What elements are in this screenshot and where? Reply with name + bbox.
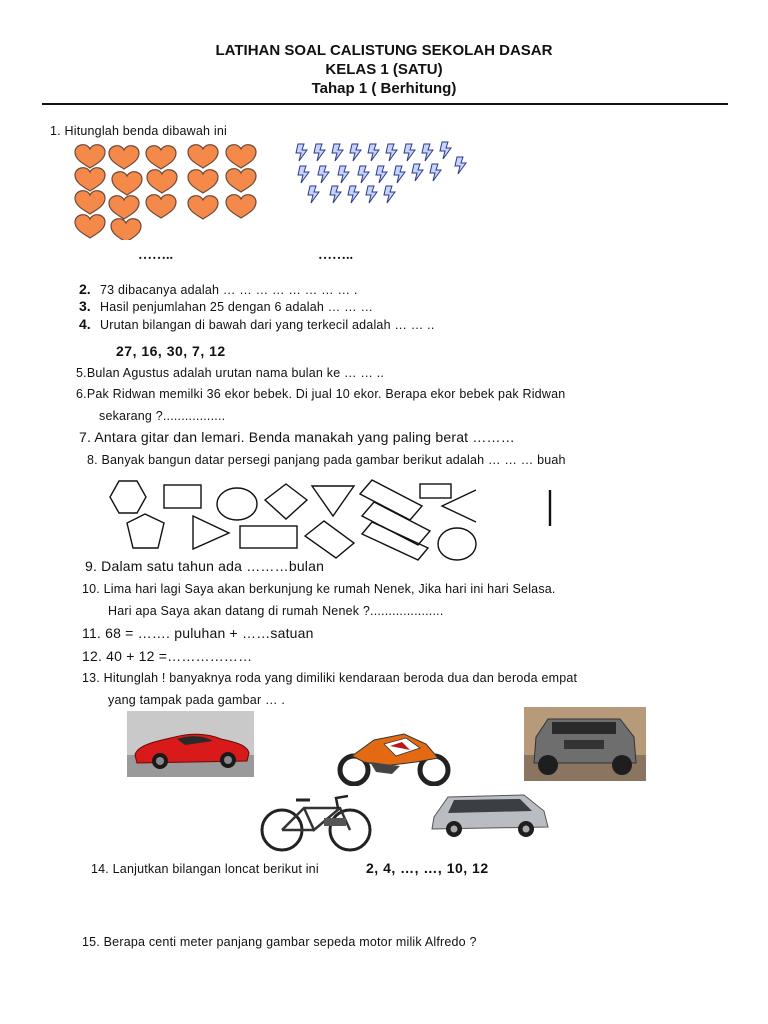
heart-icon — [188, 145, 218, 168]
question-15: 15. Berapa centi meter panjang gambar sepeda motor milik Alfredo ? — [82, 935, 477, 949]
lightning-group — [292, 140, 477, 210]
bicycle-image — [256, 788, 376, 854]
heart-icon — [75, 168, 105, 191]
heart-icon — [75, 215, 105, 238]
rectangle-shape — [164, 485, 201, 508]
rhombus-shape — [305, 521, 354, 558]
question-4-number: 4. — [79, 316, 91, 332]
motorbike-image — [330, 726, 460, 786]
question-14-sequence: 2, 4, …, …, 10, 12 — [366, 860, 489, 876]
question-13-line2: yang tampak pada gambar … . — [108, 693, 286, 707]
hexagon-shape — [110, 481, 146, 513]
red-sports-car-image — [127, 711, 254, 777]
triangle-shape — [193, 516, 229, 549]
heart-icon — [75, 145, 105, 168]
q1-blank-right: …….. — [318, 248, 353, 263]
header-class: KELAS 1 (SATU) — [325, 61, 443, 78]
minivan-image — [428, 789, 554, 839]
header-rule — [42, 103, 728, 105]
question-7: 7. Antara gitar dan lemari. Benda manakah yang paling berat ……… — [79, 429, 515, 445]
question-11: 11. 68 = ……. puluhan + ……satuan — [82, 625, 314, 641]
question-6-line1: 6.Pak Ridwan memilki 36 ekor bebek. Di jual 10 ekor. Berapa ekor bebek pak Ridwan — [76, 387, 566, 401]
heart-icon — [146, 195, 176, 218]
angle-shape — [442, 490, 476, 522]
question-3: Hasil penjumlahan 25 dengan 6 adalah … … … — [100, 300, 374, 314]
header-title: LATIHAN SOAL CALISTUNG SEKOLAH DASAR — [215, 42, 553, 59]
question-1: 1. Hitunglah benda dibawah ini — [50, 124, 227, 138]
heart-icon — [188, 196, 218, 219]
suv-image — [524, 707, 646, 781]
question-8: 8. Banyak bangun datar persegi panjang pada gambar berikut adalah … … … buah — [87, 453, 566, 467]
question-9: 9. Dalam satu tahun ada ………bulan — [85, 558, 325, 574]
heart-icon — [147, 170, 177, 193]
question-12: 12. 40 + 12 =……………… — [82, 648, 253, 664]
header-stage: Tahap 1 ( Berhitung) — [311, 80, 457, 97]
heart-icon — [188, 170, 218, 193]
question-10-line2: Hari apa Saya akan datang di rumah Nenek ?.................... — [108, 604, 444, 618]
question-10-line1: 10. Lima hari lagi Saya akan berkunjung ke rumah Nenek, Jika hari ini hari Selasa. — [82, 582, 556, 596]
heart-icon — [146, 146, 176, 169]
heart-icon — [226, 145, 256, 168]
hearts-group — [72, 140, 272, 240]
question-6-line2: sekarang ?................. — [99, 409, 226, 423]
question-4-numbers: 27, 16, 30, 7, 12 — [116, 343, 226, 359]
heart-icon — [226, 195, 256, 218]
q1-blank-left: …….. — [138, 248, 173, 263]
heart-icon — [109, 146, 139, 169]
circle-shape — [438, 528, 476, 560]
rectangle-shape — [420, 484, 451, 498]
shapes-figure — [100, 476, 560, 566]
rectangle-shape — [362, 522, 428, 560]
heart-icon — [111, 219, 141, 240]
rectangle-shape — [360, 480, 422, 520]
triangle-shape — [312, 486, 354, 516]
heart-icon — [109, 196, 139, 219]
rhombus-shape — [265, 484, 307, 519]
heart-icon — [112, 172, 142, 195]
question-3-number: 3. — [79, 298, 91, 314]
question-14: 14. Lanjutkan bilangan loncat berikut ini — [91, 862, 319, 876]
circle-shape — [217, 488, 257, 520]
pentagon-shape — [127, 514, 164, 548]
question-4: Urutan bilangan di bawah dari yang terkecil adalah … … .. — [100, 318, 435, 332]
question-2-number: 2. — [79, 281, 91, 297]
heart-icon — [226, 169, 256, 192]
question-5: 5.Bulan Agustus adalah urutan nama bulan ke … … .. — [76, 366, 385, 380]
question-13-line1: 13. Hitunglah ! banyaknya roda yang dimiliki kendaraan beroda dua dan beroda empat — [82, 671, 578, 685]
heart-icon — [75, 191, 105, 214]
rectangle-shape — [240, 526, 297, 548]
question-2: 73 dibacanya adalah … … … … … … … … . — [100, 283, 358, 297]
